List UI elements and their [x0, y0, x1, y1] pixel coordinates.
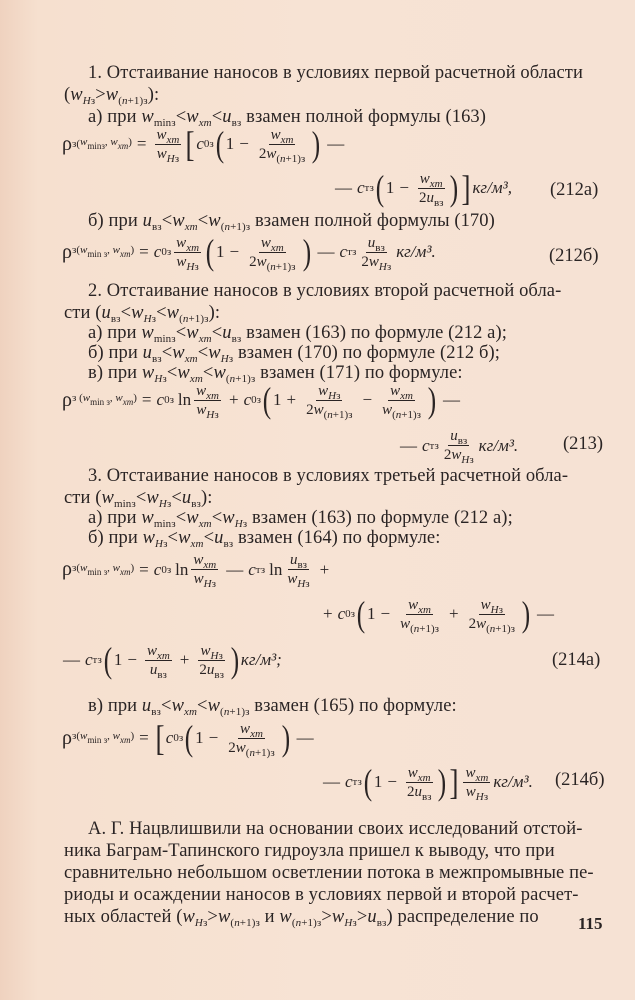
formula-214a-line2: + c 0з ( 1 − $\frac{w_{xm}}{w_{(n+1)з}}$ + $\frac{w_{Hз}}{2w_{(n+1)з}}$ ) — [323, 594, 554, 635]
formula-212a-line1: ρ з( $w_{minз}$, $w_{xm}$) = $\frac{w_{xm}}{w_{Hз}}$ [ c 0з ( 1 − $\frac{w_{xm}}{2w_{(n+1)з}}$ ) — [62, 124, 345, 165]
section-2-item-b: б) при $u_{вз}<w_{xm}<w_{Hз}$ взамен (170) по формуле (212 б); [88, 343, 501, 365]
section-3-item-b: б) при $w_{Hз}<w_{xm}<u_{вз}$ взамен (164) по формуле: [88, 528, 441, 550]
unit: кг/м³; [240, 650, 282, 669]
unit: кг/м³. [478, 435, 519, 455]
formula-214a-line1: ρ $з(w_{min з}$, $w_{xm}$) = c 0з ln $\frac{w_{xm}}{w_{Hз}}$ — c тз ln $\frac{u_{вз}}{w_{Hз}}$ + [62, 552, 330, 590]
section-1-heading: 1. Отстаивание наносов в условиях первой расчетной области [88, 63, 583, 83]
formula-212b: ρ $з(w_{min з}$, $w_{xm}$) = c 0з $\frac{w_{xm}}{w_{Hз}}$ ( 1 − $\frac{w_{xm}}{2w_{(n+1)з}}$ ) — c тз $\frac{u_{вз}}{2w_{Hз}}$ кг/м³. [62, 232, 436, 273]
paragraph-line-5: ных областей ($w_{Hз}>w_{(n+1)з}$ и $w_{(n+1)з}>w_{Hз}>u_{вз}$) распределение по [64, 907, 539, 929]
formula-213-line2: — c тз $\frac{u_{вз}}{2w_{Hз}}$ кг/м³. [400, 428, 519, 466]
unit: кг/м³, [472, 178, 512, 197]
fraction: $\frac{w_{xm}}{w_{Hз}}$ [156, 126, 180, 165]
paragraph-line-1: А. Г. Нацвлишвили на основании своих исследований отстой- [88, 819, 583, 839]
formula-213-line1: ρ з ($w_{min з}$, $w_{xm}$) = c 0з ln $\frac{w_{xm}}{w_{Hз}}$ + c 0з ( 1 + $\frac{w_{Hз}}{2w_{(n+1)з}}$ − $\frac{w_{xm}}{w_{(n+1)з}}$ ) — [62, 380, 460, 421]
unit: кг/м³. [396, 242, 436, 261]
equation-number-214a: (214а) [552, 650, 601, 670]
formula-212a-line2: — c тз ( 1 − $\frac{w_{xm}}{2u_{вз}}$ ) ] кг/м³, [335, 168, 512, 209]
section-3-heading: 3. Отстаивание наносов в условиях третьей расчетной обла- [88, 466, 569, 486]
formula-214b-line1: ρ $з(w_{min з}$, $w_{xm}$) = [ c 0з ( 1 − $\frac{w_{xm}}{2w_{(n+1)з}}$ ) — [62, 718, 314, 759]
item-suffix: взамен полной формулы (163) [246, 107, 487, 127]
formula-214a-line3: — c тз ( 1 − $\frac{w_{xm}}{u_{вз}}$ + $\frac{w_{Hз}}{2u_{вз}}$ ) кг/м³; [63, 640, 282, 681]
equation-number-212a: (212а) [550, 180, 599, 200]
section-1-condition: $(w_{Hз}>w_{(n+1)з})$: [64, 85, 160, 107]
section-3-condition: сти $(w_{minз}<w_{Hз}<u_{вз})$: [64, 488, 213, 510]
page-number: 115 [578, 914, 603, 933]
rho-symbol: ρ [62, 388, 72, 411]
item-prefix: а) при [88, 107, 137, 127]
rho-symbol: ρ [62, 132, 72, 155]
rho-symbol: ρ [62, 240, 72, 263]
unit: кг/м³. [493, 772, 533, 791]
section-2-heading: 2. Отстаивание наносов в условиях второй расчетной обла- [88, 281, 562, 301]
section-2-item-a: а) при $w_{minз}<w_{xm}<u_{вз}$ взамен (163) по формуле (212 а); [88, 323, 507, 345]
equation-number-212b: (212б) [549, 246, 599, 266]
section-2-condition: сти $(u_{вз}<w_{Hз}<w_{(n+1)з})$: [64, 303, 221, 325]
equation-number-214b: (214б) [555, 770, 605, 790]
item-suffix: взамен полной формулы (170) [254, 211, 495, 231]
section-1-item-a: а) при $w_{minз}<w_{xm}<u_{вз}$ взамен полной формулы (163) [88, 107, 487, 129]
formula-214b-line2: — c тз ( 1 − $\frac{w_{xm}}{2u_{вз}}$ ) ] $\frac{w_{xm}}{w_{Hз}}$ кг/м³. [323, 762, 533, 803]
section-3-item-c: в) при $u_{вз}<w_{xm}<w_{(n+1)з}$ взамен (165) по формуле: [88, 696, 457, 718]
rho-symbol: ρ [62, 726, 72, 749]
section-1-item-b: б) при $u_{вз}<w_{xm}<w_{(n+1)з}$ взамен полной формулы (170) [88, 211, 495, 233]
section-2-item-c: в) при $w_{Hз}<w_{xm}<w_{(n+1)з}$ взамен (171) по формуле: [88, 363, 463, 385]
paragraph-line-3: сравнительно небольшом осветлении потока в межпромывные пе- [64, 863, 594, 883]
paragraph-line-4: риоды и осаждении наносов в условиях первой и второй расчет- [64, 885, 579, 905]
item-prefix: б) при [88, 211, 138, 231]
section-3-item-a: а) при $w_{minз}<w_{xm}<w_{Hз}$ взамен (163) по формуле (212 а); [88, 508, 513, 530]
equation-number-213: (213) [563, 434, 604, 454]
rho-symbol: ρ [62, 558, 72, 580]
paragraph-line-2: ника Баграм-Тапинского гидроузла пришел к выводу, что при [64, 841, 555, 861]
